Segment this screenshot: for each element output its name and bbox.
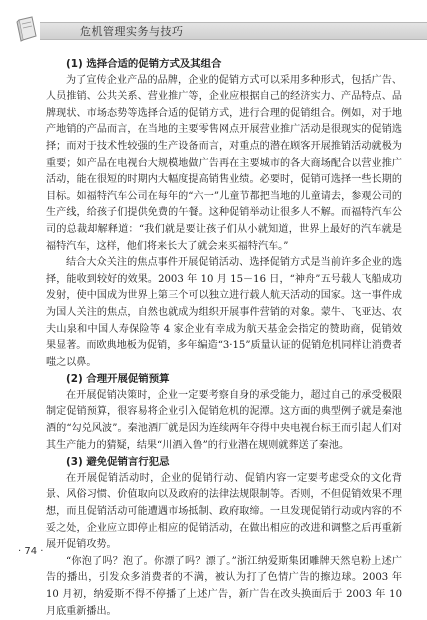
book-icon: [14, 14, 42, 44]
section-heading-2: (2) 合理开展促销预算: [66, 373, 170, 386]
running-header: [0, 0, 427, 46]
paragraph: 结合大众关注的焦点事件开展促销活动、选择促销方式是当前许多企业的选择，能收到较好的效果。2003 年 10 月 15－16 日，“神舟”五号载人飞船成功发射，使中国成为世界上第三个可以独立进行载人航天活动的国家。这一事件成为国人关注的焦点，自然也就成为组织开展事件营销的对象。蒙牛、飞亚达、农夫山泉和中国人寿保险等 4 家企业有幸成为航天基金会指定的赞助商，促销效果显著。而欧典地板为促销，多年编造“3·15”质量认证的促销危机同样让消费者嗤之以鼻。: [46, 257, 402, 368]
page-number: · 74 ·: [18, 546, 44, 557]
paragraph: 在开展促销活动时，企业的促销行动、促销内容一定要考虑受众的文化背景、风俗习惯、价值取向以及政府的法律法规限制等。否则，不但促销效果不理想，而且促销活动可能遭遇市场抵制、政府取缔。一旦发现促销行动或内容的不妥之处，企业应立即停止相应的促销活动，在做出相应的改进和调整之后再重新展开促销攻势。: [46, 472, 402, 551]
paragraph: 为了宣传企业产品的品牌，企业的促销方式可以采用多种形式，包括广告、人员推销、公共关系、营业推广等，企业应根据自己的经济实力、产品特点、品牌现状、市场态势等选择合适的促销方式，进行合理的促销组合。例如，对于地产地销的产品而言，在当地的主要零售网点开展营业推广活动是很现实的促销选择；而对于技术性较强的生产设备而言，对重点的潜在顾客开展推销活动就极为重要；如产品在电视台大规模地做广告再在主要城市的各大商场配合以营业推广活动，能在很短的时期内大幅度提高销售业绩。必要时，促销可选择一些长期的目标。如福特汽车公司在每年的“六一”儿童节都把当地的儿童请去，参观公司的生产线，给孩子们提供免费的午餐。这种促销举动让很多人不解。而福特汽车公司的总裁却解释道：“我们就是要让孩子们从小就知道，世界上最好的汽车就是福特汽车，这样，他们将来长大了就会来买福特汽车。”: [46, 74, 402, 252]
header-title: 危机管理实务与技巧: [80, 25, 184, 38]
paragraph: 在开展促销决策时，企业一定要考察自身的承受能力，超过自己的承受极限制定促销预算，很容易将企业引入促销危机的泥潭。这方面的典型例子就是秦池酒的“勾兑风波”。秦池酒厂就是因为连续两年夺得中央电视台标王而引起人们对其生产能力的猜疑，结果“川酒入鲁”的行业潜在规则就葬送了秦池。: [46, 389, 402, 451]
paragraph: “你泡了吗？泡了。你漂了吗？漂了。”浙江纳爱斯集团雕牌天然皂粉上述广告的播出，引发众多消费者的不满，被认为打了色情广告的擦边球。2003 年 10 月初，纳爱斯不得不停播了上述广告，新广告在改头换面后于 2003 年 10 月底重新播出。: [46, 555, 402, 617]
main-text: [46, 56, 402, 620]
section-heading-1: (1) 选择合适的促销方式及其组合: [66, 58, 222, 70]
section-heading-3: (3) 避免促销言行犯忌: [66, 456, 170, 469]
